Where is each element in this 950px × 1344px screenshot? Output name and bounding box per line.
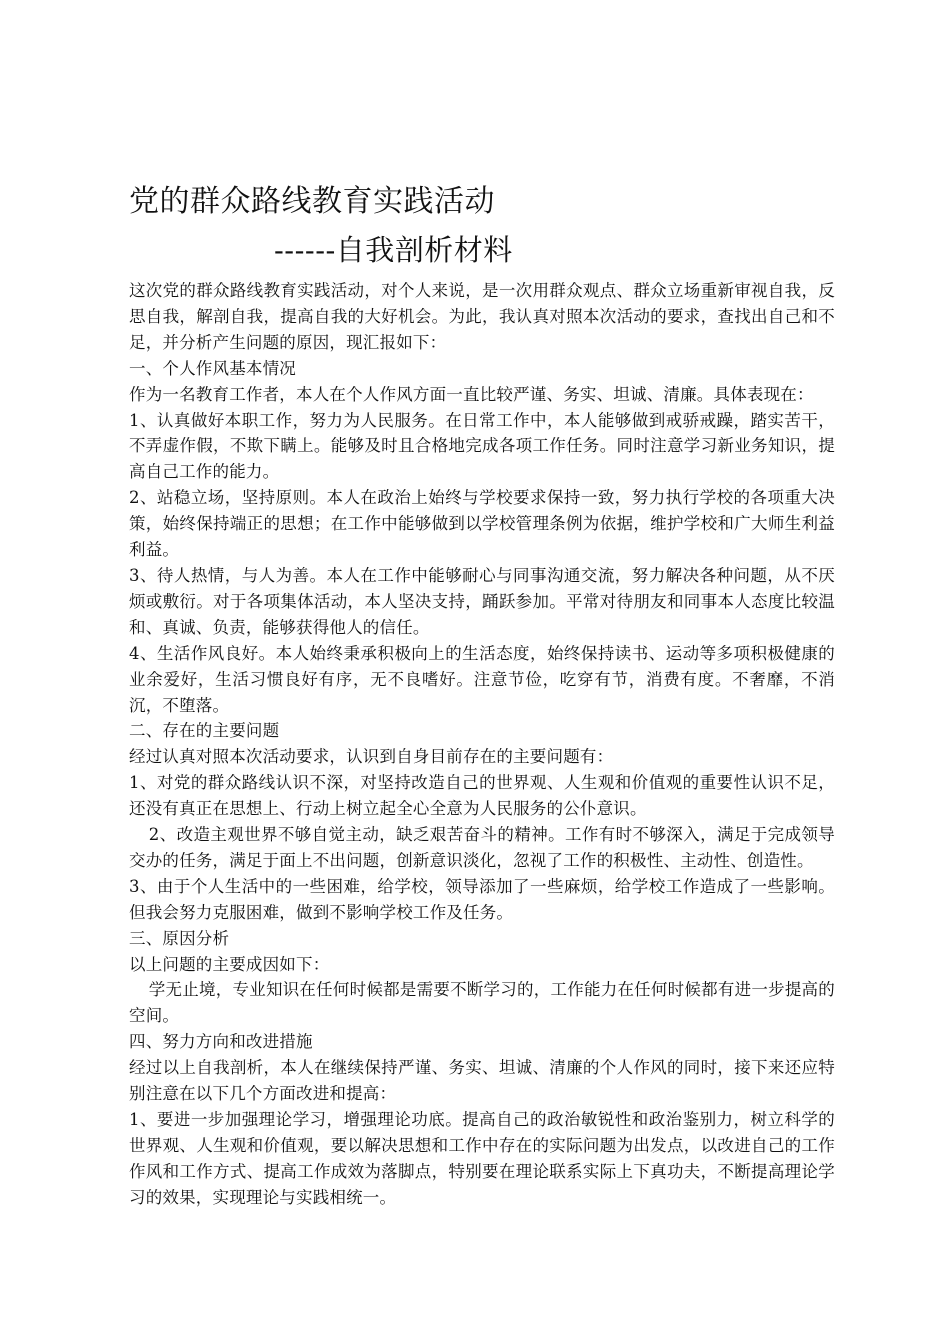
section-heading-4: 四、努力方向和改进措施	[129, 1032, 313, 1052]
section-2-item-1: 1、对党的群众路线认识不深，对坚持改造自己的世界观、人生观和价值观的重要性认识不足，还没有真正在思想上、行动上树立起全心全意为人民服务的公仆意识。	[129, 773, 835, 819]
document-title: 党的群众路线教育实践活动	[129, 184, 495, 219]
section-2-intro: 经过认真对照本次活动要求，认识到自身目前存在的主要问题有：	[129, 747, 614, 767]
section-heading-3: 三、原因分析	[129, 928, 230, 948]
section-1-item-1: 1、认真做好本职工作，努力为人民服务。在日常工作中，本人能够做到戒骄戒躁，踏实苦干，不弄虚作假，不欺下瞒上。能够及时且合格地完成各项工作任务。同时注意学习新业务知识，提高自己工作的能力。	[129, 410, 835, 482]
document-page	[129, 182, 835, 1211]
section-2-item-2: 2、改造主观世界不够自觉主动，缺乏艰苦奋斗的精神。工作有时不够深入，满足于完成领导交办的任务，满足于面上不出问题，创新意识淡化，忽视了工作的积极性、主动性、创造性。	[129, 825, 835, 870]
section-heading-2: 二、存在的主要问题	[129, 721, 280, 741]
section-3-item-1: 学无止境，专业知识在任何时候都是需要不断学习的，工作能力在任何时候都有进一步提高的空间。	[129, 980, 835, 1026]
section-2-item-3: 3、由于个人生活中的一些困难，给学校，领导添加了一些麻烦，给学校工作造成了一些影响。但我会努力克服困难，做到不影响学校工作及任务。	[129, 876, 835, 922]
document-body	[129, 278, 835, 1211]
section-1-intro: 作为一名教育工作者，本人在个人作风方面一直比较严谨、务实、坦诚、清廉。具体表现在：	[129, 384, 814, 404]
intro-paragraph: 这次党的群众路线教育实践活动，对个人来说，是一次用群众观点、群众立场重新审视自我，反思自我，解剖自我，提高自我的大好机会。为此，我认真对照本次活动的要求，查找出自己和不足，并分析产生问题的原因，现汇报如下：	[129, 281, 835, 352]
document-subtitle: ------自我剖析材料	[274, 233, 513, 267]
section-1-item-3: 3、待人热情，与人为善。本人在工作中能够耐心与同事沟通交流，努力解决各种问题，从不厌烦或敷衍。对于各项集体活动，本人坚决支持，踊跃参加。平常对待朋友和同事本人态度比较温和、真诚、负责，能够获得他人的信任。	[129, 565, 835, 637]
section-4-intro: 经过以上自我剖析，本人在继续保持严谨、务实、坦诚、清廉的个人作风的同时，接下来还应特别注意在以下几个方面改进和提高：	[129, 1058, 835, 1104]
section-heading-1: 一、个人作风基本情况	[129, 358, 296, 378]
section-3-intro: 以上问题的主要成因如下：	[129, 954, 330, 974]
section-1-item-4: 4、生活作风良好。本人始终秉承积极向上的生活态度，始终保持读书、运动等多项积极健康的业余爱好，生活习惯良好有序，无不良嗜好。注意节俭，吃穿有节，消费有度。不奢靡，不消沉，不堕落。	[129, 643, 835, 715]
section-1-item-2: 2、站稳立场，坚持原则。本人在政治上始终与学校要求保持一致，努力执行学校的各项重大决策，始终保持端正的思想；在工作中能够做到以学校管理条例为依据，维护学校和广大师生利益利益。	[129, 488, 835, 560]
section-4-item-1: 1、要进一步加强理论学习，增强理论功底。提高自己的政治敏锐性和政治鉴别力，树立科学的世界观、人生观和价值观，要以解决思想和工作中存在的实际问题为出发点，以改进自己的工作作风和工作方式、提高工作成效为落脚点，特别要在理论联系实际上下真功夫，不断提高理论学习的效果，实现理论与实践相统一。	[129, 1110, 835, 1207]
